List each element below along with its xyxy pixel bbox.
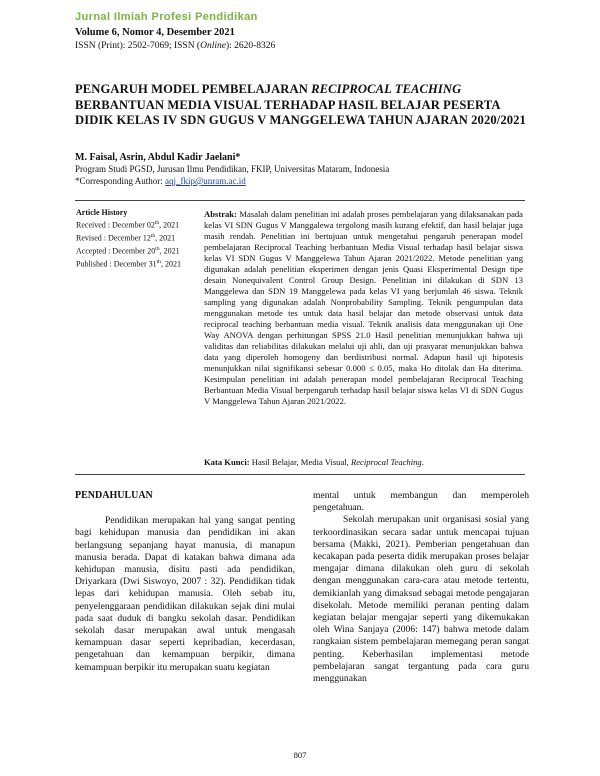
body-paragraph: Sekolah merupakan unit organisasi sosial yang terkoordinasikan secara sadar untuk mencapai tujuan bersama (Makki, 2021). Pemberian pengetahuan dan kecakapan pada peserta didik merupakan proses belajar mengajar dimana dilakukan oleh guru di sekolah dengan menggunakan cara-cara atau metode tertentu, demikianlah yang dimaksud sebagai metode pengajaran disekolah. Metode memiliki peranan penting dalam kegiatan belajar mengajar seperti yang dikemukakan oleh Wina Sanjaya (2006: 147) bahwa metode dalam rangkaian sistem pembelajaran memegang peran sangat penting. Keberhasilan implementasi metode pembelajaran sangat tergantung pada cara guru menggunakan xyxy=(313,514,529,685)
abstract-label: Abstrak: xyxy=(204,209,237,219)
title-italic: RECIPROCAL TEACHING xyxy=(311,82,462,96)
corresponding-author xyxy=(75,176,246,186)
corresponding-label: *Corresponding Author: xyxy=(75,176,165,186)
issn-print: ISSN (Print): 2502-7069; ISSN ( xyxy=(75,41,201,51)
body-paragraph-continued: mental untuk membangun dan memperoleh pengetahuan. xyxy=(313,490,529,514)
section-heading: PENDAHULUAN xyxy=(75,490,153,501)
issn-online-word: Online xyxy=(200,41,226,51)
keywords: Kata Kunci: Hasil Belajar, Media Visual, Reciprocal Teaching. xyxy=(204,457,424,467)
keywords-italic: Reciprocal Teaching xyxy=(350,457,422,467)
abstract-text: Masalah dalam penelitian ini adalah proses pembelajaran yang dilaksanakan pada kelas VI SDN Gugus V Manggalewa tergolong masih kurang efektif, dan hasil belajar juga masih rendah. Penelitian ini bertujuan untuk mengetahui pengaruh penerapan model pembelajaran Reciprocal Teaching berbantuan Media Visual terhadap hasil belajar siswa kelas VI SDN Gugus V Manggelewa Tahun Ajaran 2021/2022. Metode penelitian yang digunakan adalah penelitian eksperimen dengan jenis Quasi Eksperimental Design tipe desain Nonequivalent Control Group Design. Penelitian ini dilakukan di SDN 13 Manggelewa dan SDN 19 Manggelewa pada kelas VI yang berjumlah 46 siswa. Teknik sampling yang digunakan adalah Nonprobability Sampling. Teknik pengumpulan data menggunakan metode tes untuk data hasil belajar dan metode observasi untuk data reciprocal teaching berbantuan media visual. Teknik analisis data menggunakan uji One Way ANOVA dengan perhitungan SPSS 21.0 Hasil penelitian menunjukkan bahwa uji validitas dan reliabilitas dilakukan melalui uji ahli, dan uji prasyarat menunjukkan bahwa data yang diperoleh homogeny dan berdistribusi normal. Adapun hasil uji hipotesis menunjukkan nilai signifikansi sebesar 0.000 ≤ 0.05, maka Ho ditolak dan Ha diterima. Kesimpulan penelitian ini adalah penerapan model pembelajaran Reciprocal Teaching Berbantuan Media Visual berpengaruh terhadap hasil belajar siswa kelas VI di SDN Gugus V Manggelewa Tahun Ajaran 2021/2022. xyxy=(204,209,523,406)
history-revised: Revised : December 12th, 2021 xyxy=(76,233,176,243)
issn-line xyxy=(75,41,275,51)
left-column xyxy=(75,490,295,674)
journal-name: Jurnal Ilmiah Profesi Pendidikan xyxy=(75,11,258,23)
author-email-link[interactable]: aqj_fkip@unram.ac.id xyxy=(165,176,246,186)
divider-bottom xyxy=(75,474,525,475)
divider-top xyxy=(75,200,525,201)
title-part-2: BERBANTUAN MEDIA VISUAL TERHADAP HASIL BELAJAR PESERTA DIDIK KELAS IV SDN GUGUS V MANGGELEWA TAHUN AJARAN 2020/2021 xyxy=(75,97,526,127)
title-part-1: PENGARUH MODEL PEMBELAJARAN xyxy=(75,82,312,96)
affiliation: Program Studi PGSD, Jurusan Ilmu Pendidikan, FKIP, Universitas Mataram, Indonesia xyxy=(75,164,390,174)
history-published: Published : December 31th, 2021 xyxy=(76,258,181,269)
page-number: 807 xyxy=(293,750,307,760)
keywords-label: Kata Kunci: xyxy=(204,457,250,467)
issn-online-number: ): 2620-8326 xyxy=(225,41,276,51)
history-received: Received : December 02th, 2021 xyxy=(76,220,180,230)
keywords-text: Hasil Belajar, Media Visual, xyxy=(249,457,351,467)
history-heading: Article History xyxy=(76,208,128,217)
history-accepted: Accepted : December 20th, 2021 xyxy=(76,245,180,256)
abstract xyxy=(204,209,523,407)
article-title xyxy=(75,82,535,129)
volume-issue: Volume 6, Nomor 4, Desember 2021 xyxy=(75,27,235,38)
body-paragraph: Pendidikan merupakan hal yang sangat penting bagi kehidupan manusia dan pendidikan ini akan berlangsung sepanjang hayat manusia, di manapun manusia berada. Dapat di katakan bahwa dimana ada kehidupan manusia, disitu pasti ada pendidikan, Driyarkara (Dwi Siswoyo, 2007 : 32). Pendidikan tidak lepas dari kehidupan manusia. Oleh sebab itu, penyelenggaraan pendidikan dilakukan sejak dini mulai pada saat duduk di bangku sekolah dasar. Pendidikan sekolah dasar merupakan awal untuk mengasah kemampuan dasar seperti kepribadian, kecerdasan, pengetahuan dan kemampuan berpikir, dimana kemampuan berpikir itu merupakan suatu kegiatan xyxy=(75,515,295,673)
authors: M. Faisal, Asrin, Abdul Kadir Jaelani* xyxy=(75,152,241,163)
article-history xyxy=(76,207,194,270)
right-column xyxy=(313,490,529,685)
